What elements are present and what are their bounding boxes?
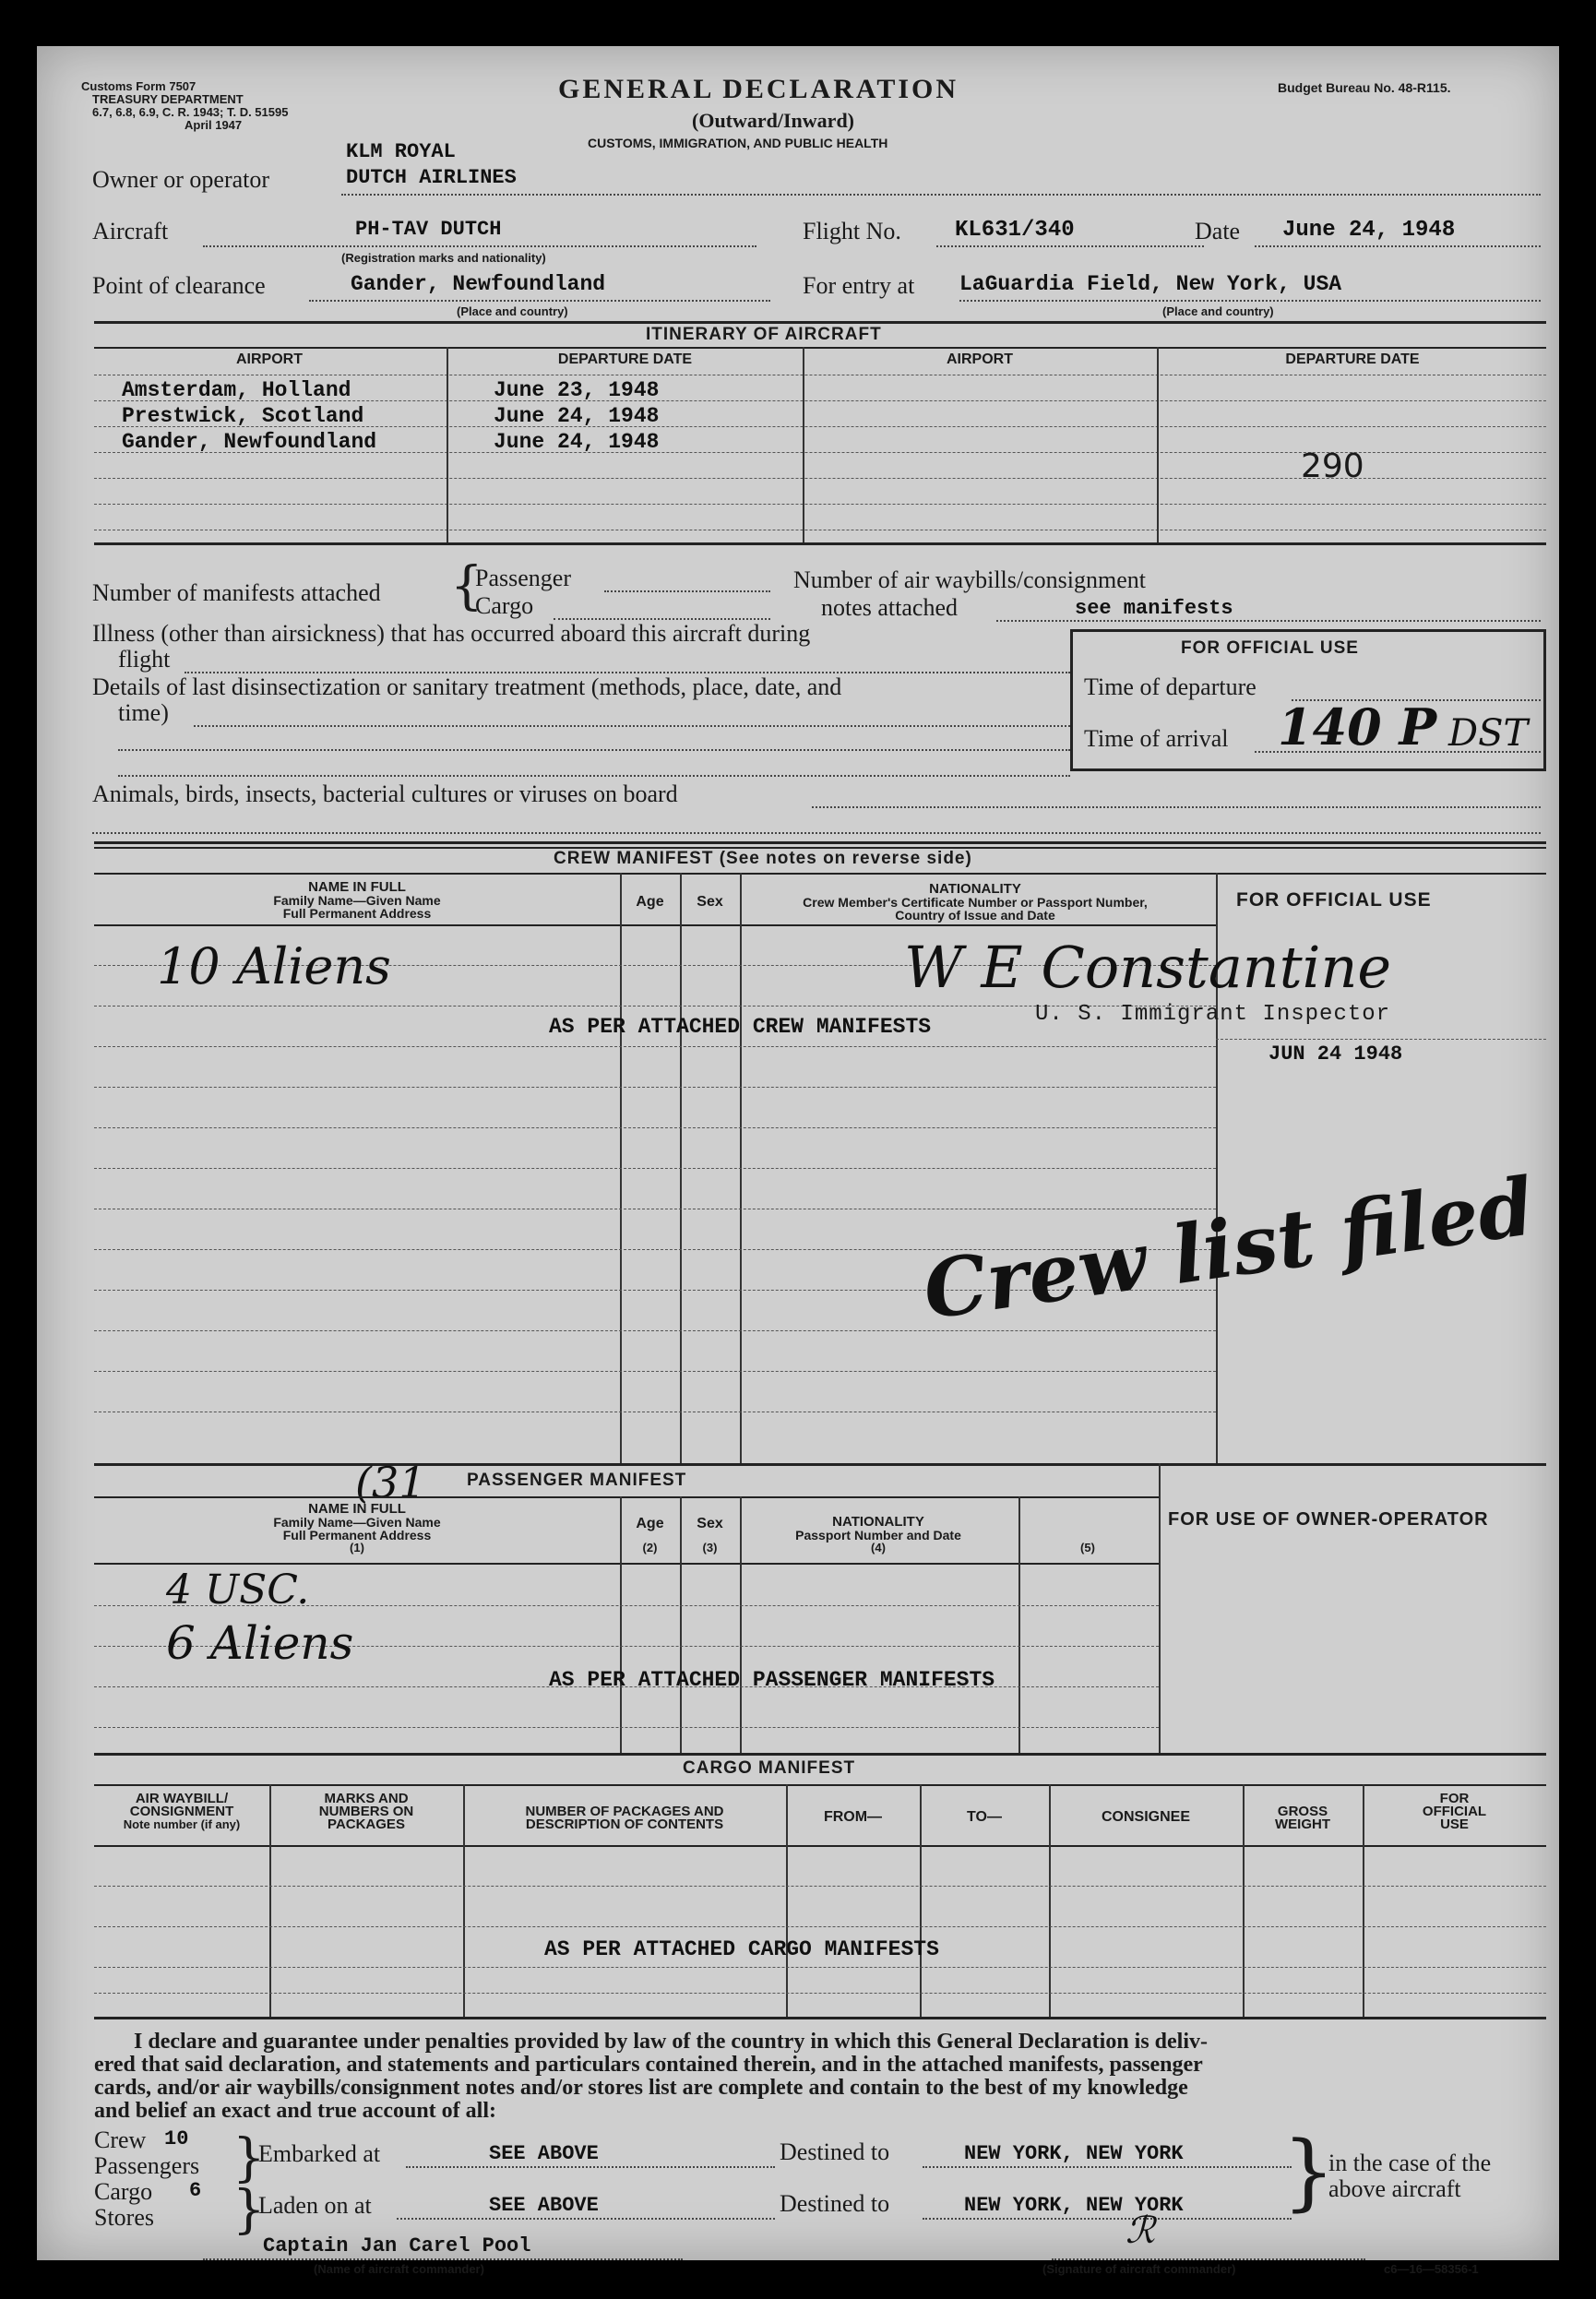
destined-value-2: NEW YORK, NEW YORK	[964, 2194, 1184, 2217]
flight-value: KL631/340	[955, 218, 1075, 243]
manifests-label: Number of manifests attached	[92, 579, 381, 606]
destined-label-2: Destined to	[780, 2190, 890, 2217]
arrival-value: 140 P	[1278, 697, 1437, 756]
disinsect-label-1: Details of last disinsectization or sanitary treatment (methods, place, date, and	[92, 673, 842, 700]
cargo-col-consignee: CONSIGNEE	[1101, 1809, 1190, 1825]
embarked-label: Embarked at	[258, 2140, 381, 2167]
itin-airport-3: Gander, Newfoundland	[122, 430, 377, 454]
itinerary-title: ITINERARY OF AIRCRAFT	[646, 325, 882, 344]
cargo-col-num-1: NUMBER OF PACKAGES AND	[525, 1804, 724, 1819]
subtitle: CUSTOMS, IMMIGRATION, AND PUBLIC HEALTH	[588, 136, 888, 150]
pax-typed: AS PER ATTACHED PASSENGER MANIFESTS	[549, 1668, 995, 1692]
pax-col-name-3: Full Permanent Address	[282, 1528, 432, 1543]
declaration-line-1: I declare and guarantee under penalties provided by law of the country in which this General Declaration is deliv-	[134, 2030, 1209, 2054]
pax-col-age-num: (2)	[642, 1541, 658, 1555]
commander-name: Captain Jan Carel Pool	[263, 2234, 531, 2257]
pax-col-nat-1: NATIONALITY	[832, 1514, 924, 1530]
footer-case-brace: }	[1282, 2124, 1336, 2221]
footer-cargo-label: Cargo	[94, 2178, 153, 2205]
cargo-col-waybill-3: Note number (if any)	[123, 1817, 241, 1831]
cargo-col-marks-1: MARKS AND	[324, 1791, 409, 1806]
direction: (Outward/Inward)	[692, 109, 855, 132]
aircraft-note: (Registration marks and nationality)	[341, 251, 546, 265]
itin-airport-1: Amsterdam, Holland	[122, 378, 351, 402]
manifests-passenger: Passenger	[475, 565, 571, 591]
department: TREASURY DEPARTMENT	[92, 92, 244, 106]
pax-col-age: Age	[636, 1516, 664, 1531]
crew-col-nat-2: Crew Member's Certificate Number or Passport Number,	[803, 895, 1148, 910]
footer-cargo-value: 6	[189, 2179, 202, 2202]
animals-label: Animals, birds, insects, bacterial cultures or viruses on board	[92, 780, 678, 807]
waybill-label-1: Number of air waybills/consignment	[793, 566, 1146, 593]
footer-brace-1: }	[232, 2128, 266, 2188]
cargo-col-off-1: FOR	[1439, 1791, 1470, 1806]
form-sheet	[37, 46, 1559, 2276]
official-departure: Time of departure	[1084, 673, 1257, 700]
footer-stores-label: Stores	[94, 2204, 154, 2231]
cargo-col-marks-2: NUMBERS ON	[318, 1804, 414, 1819]
illness-label-1: Illness (other than airsickness) that has occurred aboard this aircraft during	[92, 620, 811, 647]
form-number: Customs Form 7507	[81, 79, 197, 93]
pax-col-name-2: Family Name—Given Name	[273, 1515, 441, 1530]
official-arrival: Time of arrival	[1084, 725, 1229, 752]
pax-col-owner: FOR USE OF OWNER-OPERATOR	[1168, 1509, 1489, 1530]
itin-airport-2: Prestwick, Scotland	[122, 404, 364, 428]
case-label-1: in the case of the	[1328, 2150, 1492, 2176]
cargo-col-off-3: USE	[1440, 1817, 1469, 1832]
pax-hand-1: 4 USC.	[166, 1566, 310, 1614]
crew-col-nat-1: NATIONALITY	[929, 881, 1021, 897]
cargo-col-off-2: OFFICIAL	[1422, 1804, 1487, 1819]
date-label: Date	[1195, 218, 1241, 244]
itin-date-1: June 23, 1948	[494, 378, 660, 402]
destined-value-1: NEW YORK, NEW YORK	[964, 2142, 1184, 2165]
declaration-line-3: cards, and/or air waybills/consignment notes and/or stores list are complete and contain to the best of my knowledge	[94, 2076, 1188, 2100]
footer-passengers-label: Passengers	[94, 2152, 200, 2179]
commander-note: (Name of aircraft commander)	[314, 2262, 484, 2276]
embarked-value: SEE ABOVE	[489, 2142, 599, 2165]
itinerary-col-airport-2: AIRPORT	[947, 351, 1013, 367]
passenger-title: PASSENGER MANIFEST	[467, 1471, 687, 1490]
inspector-signature: W E Constantine	[904, 934, 1392, 1001]
passenger-count: (31	[355, 1458, 426, 1507]
print-code: c6—16—58356-1	[1384, 2262, 1479, 2276]
itin-date-2: June 24, 1948	[494, 404, 660, 428]
crew-col-name-3: Full Permanent Address	[282, 906, 432, 921]
crew-col-name-1: NAME IN FULL	[308, 879, 406, 895]
entry-note: (Place and country)	[1162, 304, 1274, 318]
cargo-title: CARGO MANIFEST	[683, 1758, 856, 1778]
cargo-col-marks-3: PACKAGES	[328, 1817, 405, 1832]
clearance-label: Point of clearance	[92, 272, 266, 299]
cargo-col-waybill-1: AIR WAYBILL/	[135, 1791, 229, 1806]
manifests-cargo: Cargo	[475, 592, 534, 619]
form-date: April 1947	[185, 118, 243, 132]
regulations: 6.7, 6.8, 6.9, C. R. 1943; T. D. 51595	[92, 105, 289, 119]
clearance-value: Gander, Newfoundland	[351, 272, 606, 296]
pax-col-5: (5)	[1080, 1541, 1095, 1555]
footer-crew-value: 10	[164, 2127, 189, 2150]
itinerary-col-date-1: DEPARTURE DATE	[557, 351, 693, 367]
itin-handwritten-number: 290	[1301, 447, 1364, 485]
crew-title: CREW MANIFEST (See notes on reverse side)	[554, 849, 972, 868]
cargo-typed: AS PER ATTACHED CARGO MANIFESTS	[544, 1937, 939, 1961]
pax-col-sex: Sex	[697, 1516, 723, 1531]
declaration-line-2: ered that said declaration, and statements and particulars contained therein, and in the attached manifests, passenger	[94, 2053, 1203, 2077]
crew-col-sex: Sex	[697, 894, 723, 910]
disinsect-label-2: time)	[118, 699, 169, 726]
aircraft-label: Aircraft	[92, 218, 169, 244]
illness-label-2: flight	[118, 646, 171, 673]
pax-col-nat-2: Passport Number and Date	[795, 1528, 961, 1543]
cargo-col-to: TO—	[967, 1809, 1002, 1825]
crew-handwritten: 10 Aliens	[157, 937, 391, 995]
cargo-col-gross-2: WEIGHT	[1275, 1817, 1330, 1832]
crew-col-age: Age	[636, 894, 664, 910]
waybill-label-2: notes attached	[821, 594, 958, 621]
itin-date-3: June 24, 1948	[494, 430, 660, 454]
crew-col-name-2: Family Name—Given Name	[273, 893, 441, 908]
commander-signature-mark: ℛ	[1126, 2210, 1155, 2252]
manifests-brace: {	[450, 556, 483, 616]
arrival-zone: DST	[1448, 712, 1529, 755]
crew-typed: AS PER ATTACHED CREW MANIFESTS	[549, 1015, 932, 1039]
flight-label: Flight No.	[803, 218, 901, 244]
inspector-stamp: JUN 24 1948	[1268, 1042, 1403, 1066]
crew-filed-note: Crew list filed	[918, 1160, 1540, 1339]
footer-crew-label: Crew	[94, 2126, 147, 2153]
laden-value: SEE ABOVE	[489, 2194, 599, 2217]
entry-label: For entry at	[803, 272, 915, 299]
crew-col-nat-3: Country of Issue and Date	[895, 908, 1055, 923]
pax-col-name-1: NAME IN FULL	[308, 1501, 406, 1517]
cargo-col-waybill-2: CONSIGNMENT	[129, 1804, 234, 1819]
footer-brace-2: }	[232, 2180, 266, 2240]
itinerary-col-airport-1: AIRPORT	[236, 351, 303, 367]
date-value: June 24, 1948	[1282, 218, 1456, 243]
cargo-col-gross-1: GROSS	[1277, 1804, 1328, 1819]
pax-col-nat-num: (4)	[871, 1541, 886, 1555]
entry-value: LaGuardia Field, New York, USA	[959, 272, 1342, 296]
owner-value-1: KLM ROYAL	[346, 140, 456, 163]
pax-hand-2: 6 Aliens	[166, 1616, 354, 1670]
cargo-col-num-2: DESCRIPTION OF CONTENTS	[525, 1817, 724, 1832]
laden-label: Laden on at	[258, 2192, 372, 2219]
case-label-2: above aircraft	[1328, 2175, 1461, 2202]
itinerary-col-date-2: DEPARTURE DATE	[1285, 351, 1420, 367]
crew-col-official: FOR OFFICIAL USE	[1236, 889, 1432, 911]
signature-note: (Signature of aircraft commander)	[1042, 2262, 1236, 2276]
pax-col-name-num: (1)	[350, 1541, 364, 1555]
aircraft-value: PH-TAV DUTCH	[355, 218, 502, 241]
destined-label-1: Destined to	[780, 2138, 890, 2165]
owner-value-2: DUTCH AIRLINES	[346, 166, 517, 189]
official-box-title: FOR OFFICIAL USE	[1181, 638, 1359, 658]
inspector-title: U. S. Immigrant Inspector	[1035, 1002, 1391, 1027]
page-title: GENERAL DECLARATION	[558, 74, 959, 104]
clearance-note: (Place and country)	[457, 304, 568, 318]
waybill-value: see manifests	[1075, 597, 1233, 620]
pax-col-sex-num: (3)	[702, 1541, 718, 1555]
owner-label: Owner or operator	[92, 166, 270, 193]
declaration-line-4: and belief an exact and true account of all:	[94, 2099, 496, 2123]
cargo-col-from: FROM—	[823, 1809, 883, 1825]
budget-number: Budget Bureau No. 48-R115.	[1278, 80, 1451, 95]
